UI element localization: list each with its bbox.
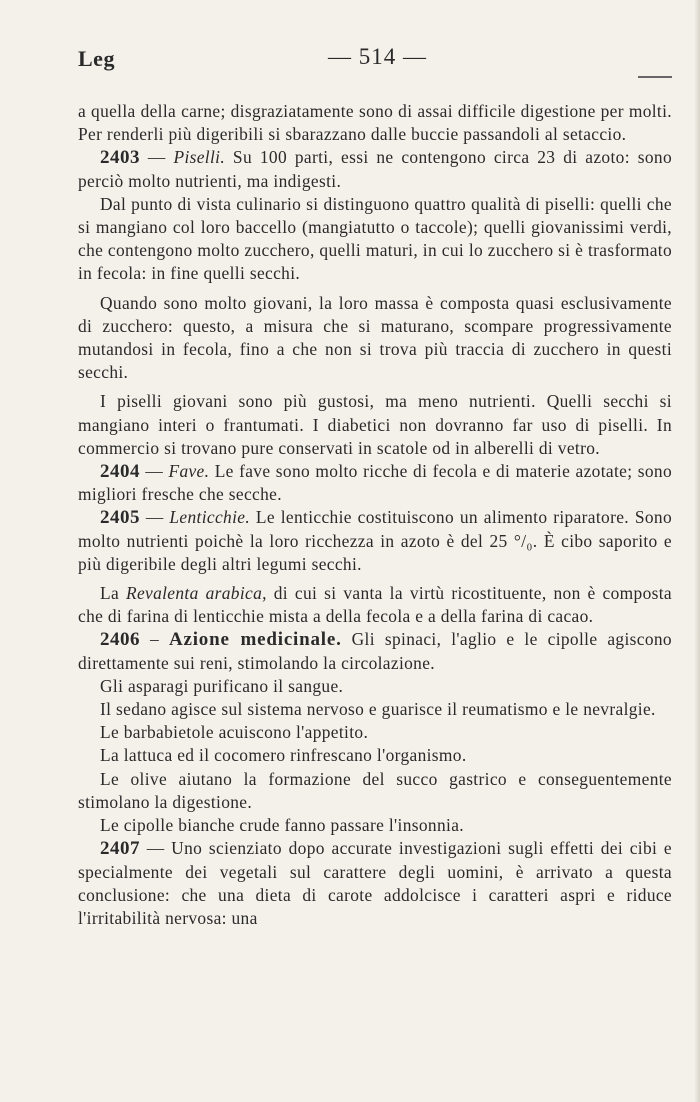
entry-number: 2407	[100, 838, 140, 860]
page-number: — 514 —	[328, 44, 427, 69]
entry-number: 2404	[100, 461, 140, 483]
header-rule	[638, 76, 672, 78]
section-heading: Azione medicinale.	[168, 629, 342, 651]
entry-2406: 2406 – Azione medicinale. Gli spinaci, l'aglio e le cipolle agiscono direttamente sui reni, stimolando la circolazione.	[78, 629, 672, 673]
entry-number: 2406	[100, 629, 140, 651]
paragraph: La Revalenta arabica, di cui si vanta la virtù ricostituente, non è composta che di farina di lenticchie mista a della fecola e a della farina di cacao.	[78, 583, 672, 627]
entry-2405: 2405 — Lenticchie. Le lenticchie costituiscono un alimento riparatore. Sono molto nutrienti poichè la loro ricchezza in azoto è del 25 °/₀. È cibo saporito e più digeribile degli altri legumi secchi.	[78, 507, 672, 574]
paragraph: I piselli giovani sono più gustosi, ma meno nutrienti. Quelli secchi si mangiano interi o frantumati. I diabetici non dovranno far uso di piselli. In commercio si trovano pure conservati in scatole od in alberelli di vetro.	[78, 391, 672, 458]
entry-2404: 2404 — Fave. Le fave sono molto ricche di fecola e di materie azotate; sono migliori fresche che secche.	[78, 461, 672, 505]
entry-2403: 2403 — Piselli. Su 100 parti, essi ne contengono circa 23 di azoto: sono perciò molto nutrienti, ma indigesti.	[78, 147, 672, 191]
entry-number: 2403	[100, 147, 140, 169]
entry-number: 2405	[100, 507, 140, 529]
entry-title: Piselli.	[173, 147, 226, 168]
entry-title: Lenticchie.	[169, 507, 251, 528]
running-head: Leg	[78, 46, 115, 71]
entry-title: Fave.	[168, 461, 210, 482]
paragraph: Le cipolle bianche crude fanno passare l'insonnia.	[100, 815, 464, 836]
paragraph: La lattuca ed il cocomero rinfrescano l'organismo.	[100, 745, 467, 766]
paragraph: Dal punto di vista culinario si distinguono quattro qualità di piselli: quelli che si mangiano col loro baccello (mangiatutto o taccole); quelli giovanissimi verdi, che contengono molto zucchero, quelli maturi, in cui lo zucchero si è trasformato in fecola: in fine quelli secchi.	[78, 193, 672, 284]
page-header	[78, 42, 668, 82]
product-name: Revalenta arabica,	[125, 583, 267, 604]
paragraph: a quella della carne; disgraziatamente sono di assai difficile digestione per molti. Per renderli più digeribili si sbarazzano dalle buccie passandoli al setaccio.	[78, 101, 672, 145]
paragraph: Il sedano agisce sul sistema nervoso e guarisce il reumatismo e le nevralgie.	[100, 699, 656, 720]
entry-2407: 2407 — Uno scienziato dopo accurate investigazioni sugli effetti dei cibi e specialmente dei vegetali sul carattere degli uomini, è arrivato a questa conclusione: che una dieta di carote addolcisce i caratteri aspri e riduce l'irritabilità nervosa: una	[78, 838, 672, 928]
body-text	[78, 100, 672, 930]
paragraph: Gli asparagi purificano il sangue.	[100, 675, 344, 696]
paragraph: Quando sono molto giovani, la loro massa è composta quasi esclusivamente di zucchero: questo, a misura che si maturano, scompare progressivamente mutandosi in fecola, fino a che non si trova più traccia di zucchero in questi secchi.	[78, 292, 672, 383]
paragraph: Le barbabietole acuiscono l'appetito.	[100, 722, 369, 743]
paragraph: Le olive aiutano la formazione del succo gastrico e conseguentemente stimolano la digestione.	[78, 768, 672, 812]
page-edge-shadow	[694, 0, 700, 1102]
